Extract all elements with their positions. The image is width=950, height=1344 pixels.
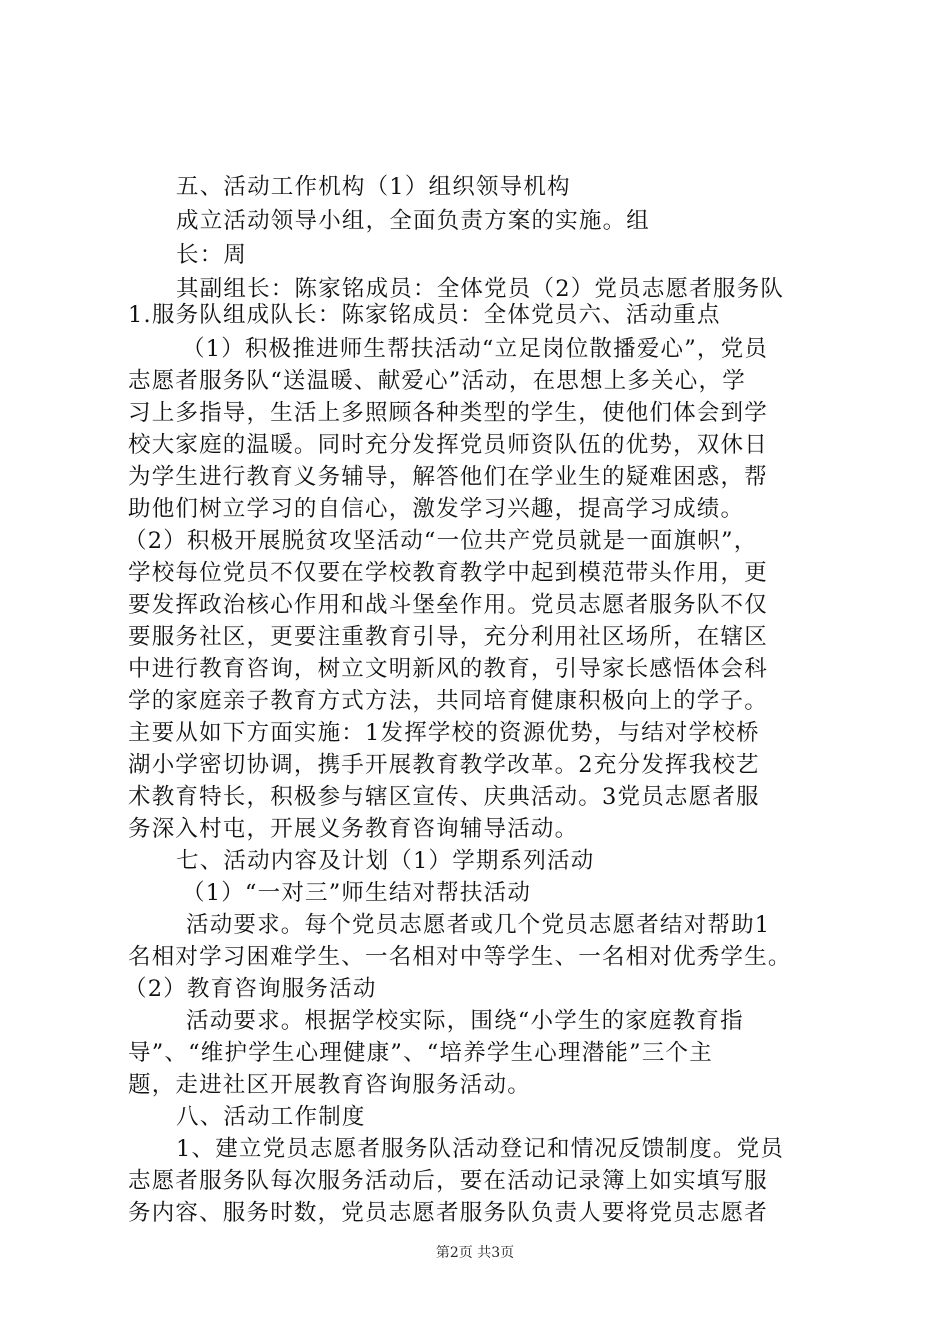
text-line: 助他们树立学习的自信心，激发学习兴趣，提高学习成绩。 <box>128 496 745 522</box>
text-line: 七、活动内容及计划（1）学期系列活动 <box>176 848 595 874</box>
text-line: （1）积极推进师生帮扶活动“立足岗位散播爱心”，党员 <box>182 336 769 362</box>
text-line: 湖小学密切协调，携手开展教育教学改革。2充分发挥我校艺 <box>128 752 760 778</box>
page-number-footer: 第2页 共3页 <box>435 1245 515 1261</box>
text-line: 习上多指导，生活上多照顾各种类型的学生，使他们体会到学 <box>128 400 768 426</box>
text-line: 术教育特长，积极参与辖区宣传、庆典活动。3党员志愿者服 <box>128 784 760 810</box>
text-line: 要发挥政治核心作用和战斗堡垒作用。党员志愿者服务队不仅 <box>128 592 768 618</box>
text-line: 活动要求。根据学校实际，围绕“小学生的家庭教育指 <box>186 1008 744 1034</box>
text-line: 五、活动工作机构（1）组织领导机构 <box>176 174 571 200</box>
text-line: 务深入村屯，开展义务教育咨询辅导活动。 <box>128 816 579 842</box>
text-line: 长：周 <box>176 242 248 268</box>
text-line: 务内容、服务时数，党员志愿者服务队负责人要将党员志愿者 <box>128 1200 768 1226</box>
text-line: （1）“一对三”师生结对帮扶活动 <box>182 880 532 906</box>
text-line: 其副组长：陈家铭成员：全体党员（2）党员志愿者服务队 <box>176 276 785 302</box>
text-line: 校大家庭的温暖。同时充分发挥党员师资队伍的优势，双休日 <box>128 432 768 458</box>
text-line: 八、活动工作制度 <box>176 1104 366 1130</box>
text-line: 为学生进行教育义务辅导，解答他们在学业生的疑难困惑，帮 <box>128 464 768 490</box>
text-line: 中进行教育咨询，树立文明新风的教育，引导家长感悟体会科 <box>128 656 768 682</box>
text-line: 学的家庭亲子教育方式方法，共同培育健康积极向上的学子。 <box>128 688 768 714</box>
text-line: 志愿者服务队“送温暖、献爱心”活动，在思想上多关心，学 <box>128 368 746 394</box>
text-line: 名相对学习困难学生、一名相对中等学生、一名相对优秀学生。 <box>128 944 792 970</box>
text-line: 1.服务队组成队长：陈家铭成员：全体党员六、活动重点 <box>128 302 721 328</box>
text-line: 志愿者服务队每次服务活动后，要在活动记录簿上如实填写服 <box>128 1168 768 1194</box>
text-line: 要服务社区，更要注重教育引导，充分利用社区场所，在辖区 <box>128 624 768 650</box>
text-line: 成立活动领导小组，全面负责方案的实施。组 <box>176 208 651 234</box>
text-line: 活动要求。每个党员志愿者或几个党员志愿者结对帮助1 <box>186 912 771 938</box>
text-line: 1、建立党员志愿者服务队活动登记和情况反馈制度。党员 <box>176 1136 785 1162</box>
text-line: （2）教育咨询服务活动 <box>124 976 377 1002</box>
text-line: 导”、“维护学生心理健康”、“培养学生心理潜能”三个主 <box>128 1040 713 1066</box>
text-line: 题，走进社区开展教育咨询服务活动。 <box>128 1072 531 1098</box>
text-line: 主要从如下方面实施：1发挥学校的资源优势，与结对学校桥 <box>128 720 760 746</box>
text-line: （2）积极开展脱贫攻坚活动“一位共产党员就是一面旗帜”， <box>124 528 758 554</box>
text-line: 学校每位党员不仅要在学校教育教学中起到模范带头作用，更 <box>128 560 768 586</box>
